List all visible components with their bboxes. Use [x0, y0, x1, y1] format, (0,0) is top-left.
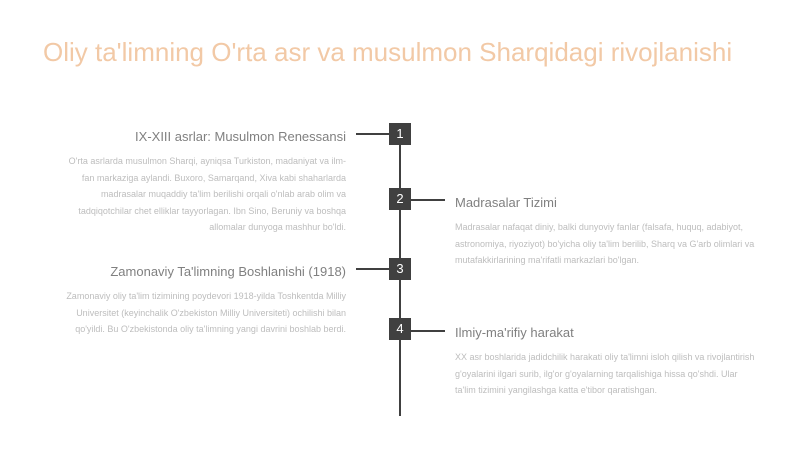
timeline-marker-2: 2	[389, 188, 411, 210]
event-description: O'rta asrlarda musulmon Sharqi, ayniqsa Turkiston, madaniyat va ilm-fan markaziga aylandi. Buxoro, Samarqand, Xiva kabi shaharlarda madrasalar muqaddiy ta'lim berilishi orqali o'nlab arab olim va tadqiqotchilar chet elliklar tayyorlagan. Ibn Sino, Beruniy va boshqa allomalar dunyoga mashhur bo'ldi.	[68, 156, 346, 232]
event-title: Zamonaviy Ta'limning Boshlanishi (1918)	[110, 264, 346, 279]
timeline-marker-1: 1	[389, 123, 411, 145]
timeline-connector-4	[411, 330, 445, 332]
event-description: Zamonaviy oliy ta'lim tizimining poydevori 1918-yilda Toshkentda Milliy Universitet (keyinchalik O'zbekiston Milliy Universiteti) ochilishi bilan qo'yildi. Bu O'zbekistonda oliy ta'limning yangi davrini boshlab berdi.	[66, 291, 346, 334]
slide-title: Oliy ta'limning O'rta asr va musulmon Sharqidagi rivojlanishi	[43, 37, 733, 67]
timeline-event-4	[455, 325, 760, 399]
event-title: Ilmiy-ma'rifiy harakat	[455, 325, 574, 340]
event-description: Madrasalar nafaqat diniy, balki dunyoviy fanlar (falsafa, huquq, adabiyot, astronomiya, riyoziyot) bo'yicha oliy ta'lim berilib, Sharq va G'arb olimlari va mutafakkirlarining ma'rifatli markazlari bo'lgan.	[455, 222, 755, 265]
event-title: IX-XIII asrlar: Musulmon Renessansi	[135, 129, 346, 144]
timeline-event-3	[58, 264, 346, 338]
timeline-marker-4: 4	[389, 318, 411, 340]
timeline-event-2	[455, 195, 760, 269]
timeline-connector-2	[411, 199, 445, 201]
timeline-event-1	[58, 129, 346, 236]
timeline-marker-3: 3	[389, 258, 411, 280]
event-title: Madrasalar Tizimi	[455, 195, 557, 210]
event-description: XX asr boshlarida jadidchilik harakati oliy ta'limni isloh qilish va rivojlantirish g'oyalarini ilgari surib, ilg'or g'oyalarning tarqalishiga hissa qo'shdi. Ular ta'lim tizimini yangilashga katta e'tibor qaratishgan.	[455, 352, 755, 395]
timeline-connector-1	[356, 133, 390, 135]
timeline-connector-3	[356, 268, 390, 270]
